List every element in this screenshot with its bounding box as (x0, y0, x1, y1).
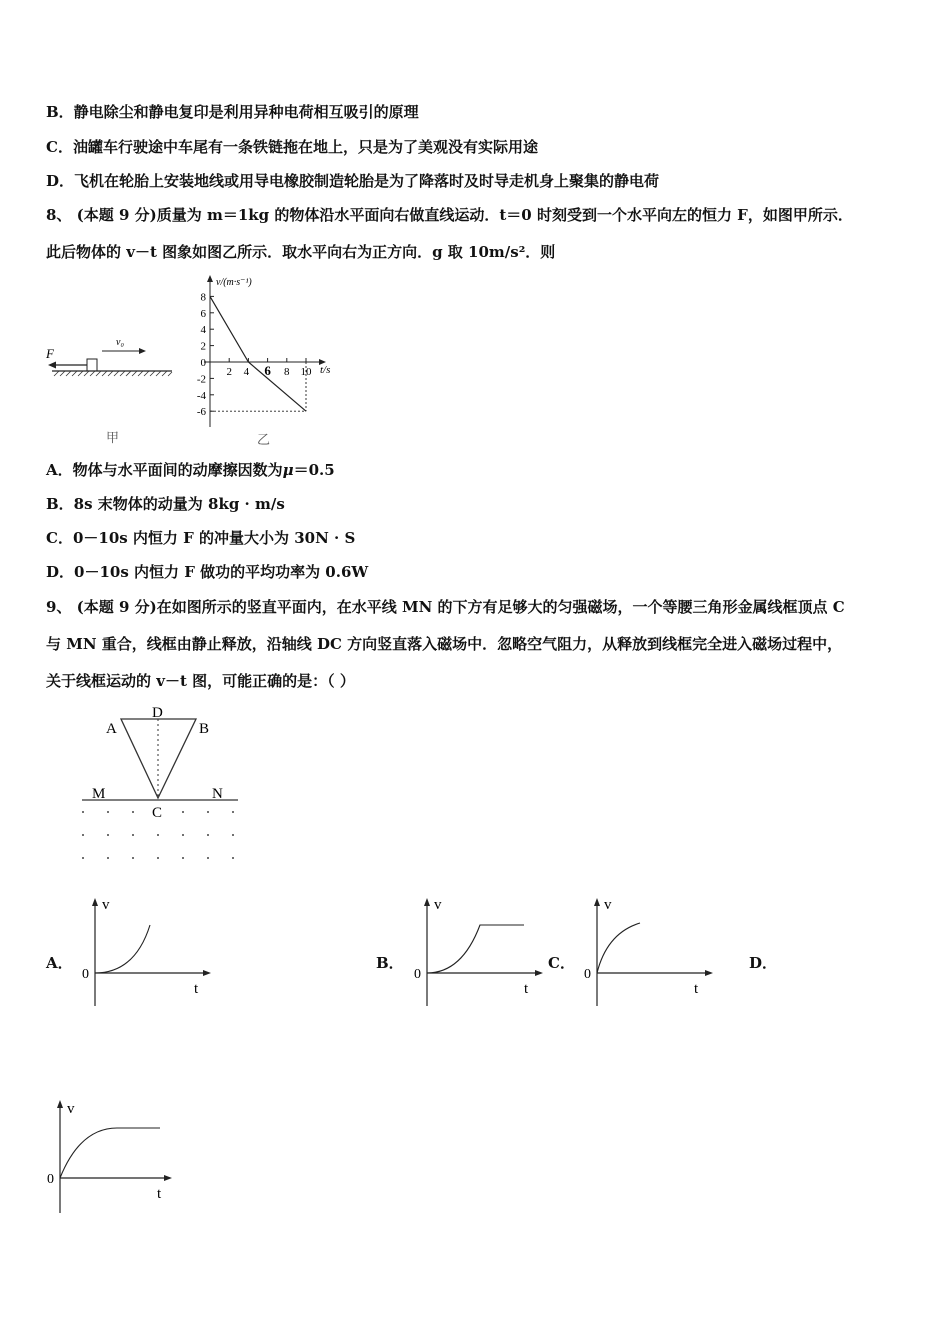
graph-d-origin: 0 (47, 1172, 54, 1187)
q9-option-a-label: A． (46, 954, 73, 972)
chart-y-tick-label: -6 (196, 406, 206, 419)
graph-d-v-label: v (67, 1101, 75, 1117)
chart-y-ticks (197, 291, 214, 418)
chart-y-tick-label: 0 (200, 357, 206, 369)
q9-graph-b (412, 893, 547, 1003)
q9-stem-line1: 9、 (本题 9 分)在如图所示的竖直平面内，在水平线 MN 的下方有足够大的匀强磁场，一个等腰三角形金属线框顶点 C (46, 598, 845, 616)
chart-guide-lines (210, 362, 306, 411)
graph-c-curve (597, 923, 640, 973)
chart-x-tick-label: 8 (284, 366, 290, 378)
q9-graph-c (582, 893, 717, 1003)
graph-d-curve (60, 1128, 160, 1178)
q7-option-c: C．油罐车行驶途中车尾有一条铁链拖在地上，只是为了美观没有实际用途 (46, 138, 538, 156)
q8-stem-line2: 此后物体的 v－t 图象如图乙所示．取水平向右为正方向．g 取 10m/s²．则 (46, 243, 556, 261)
graph-c-origin: 0 (584, 967, 591, 982)
graph-b-origin: 0 (414, 967, 421, 982)
chart-x-tick-label: 10 (300, 366, 312, 378)
graph-a-v-label: v (102, 897, 110, 913)
chart-y-tick-label: 4 (200, 324, 206, 337)
q9-graph-a (80, 893, 215, 1003)
q9-triangle-figure (75, 700, 250, 870)
q7-option-b: B．静电除尘和静电复印是利用异种电荷相互吸引的原理 (46, 103, 419, 121)
label-n: N (212, 786, 223, 802)
chart-y-tick-label: -4 (196, 389, 206, 402)
q9-option-b-label: B． (376, 954, 404, 972)
chart-x-tick-label: 2 (226, 366, 232, 378)
q7-option-d: D．飞机在轮胎上安装地线或用导电橡胶制造轮胎是为了降落时及时导走机身上聚集的静电荷 (46, 172, 660, 190)
figure-caption-yi: 乙 (257, 432, 271, 447)
graph-c-v-label: v (604, 897, 612, 913)
q9-stem-line2: 与 MN 重合，线框由静止释放，沿轴线 DC 方向竖直落入磁场中．忽略空气阻力，从释放到线框完全进入磁场过程中， (46, 635, 843, 653)
q9-stem-line3: 关于线框运动的 v－t 图，可能正确的是：（ ） (46, 672, 355, 690)
chart-y-tick-label: 2 (200, 340, 206, 353)
block (87, 359, 97, 371)
q9-graph-d (45, 1095, 180, 1215)
chart-x-axis-label: t/s (320, 364, 331, 376)
graph-a-curve (95, 925, 150, 973)
velocity-arrowhead (139, 348, 146, 354)
graph-a-t-label: t (194, 981, 199, 997)
chart-y-tick-label: -2 (196, 373, 206, 386)
label-c: C (152, 805, 163, 821)
graph-b-t-label: t (524, 981, 529, 997)
ground-hatching (54, 371, 172, 376)
graph-b-curve (427, 925, 524, 973)
chart-y-tick-label: 6 (200, 307, 206, 320)
force-label: F (46, 346, 54, 361)
q8-stem-line1: 8、 (本题 9 分)质量为 m＝1kg 的物体沿水平面向右做直线运动．t＝0 时刻受到一个水平向左的恒力 F，如图甲所示． (46, 206, 853, 224)
q8-figure-yi (190, 272, 350, 452)
label-b: B (199, 721, 210, 737)
chart-y-tick-label: 8 (200, 291, 206, 304)
q8-option-c: C．0－10s 内恒力 F 的冲量大小为 30N · S (46, 529, 356, 547)
figure-caption-jia: 甲 (106, 430, 120, 445)
label-d: D (152, 705, 163, 721)
q9-option-d-label: D． (749, 954, 778, 972)
chart-x-ticks (226, 358, 312, 378)
chart-y-arrowhead (207, 275, 213, 282)
label-m: M (92, 786, 106, 802)
q8-option-d: D．0－10s 内恒力 F 做功的平均功率为 0.6W (46, 563, 369, 581)
velocity-label: v₀ (116, 337, 124, 348)
q9-option-c-label: C． (548, 954, 575, 972)
chart-x-tick-label: 4 (243, 366, 250, 378)
chart-y-axis-label: v/(m·s⁻¹) (216, 277, 252, 288)
graph-d-t-label: t (157, 1186, 162, 1202)
graph-a-origin: 0 (82, 967, 89, 982)
graph-b-v-label: v (434, 897, 442, 913)
chart-series-line-v (210, 296, 306, 411)
q8-figure-jia (40, 330, 180, 450)
graph-c-t-label: t (694, 981, 699, 997)
q8-option-a: A．物体与水平面间的动摩擦因数为μ＝0.5 (46, 461, 335, 479)
label-a: A (106, 721, 117, 737)
force-arrowhead (48, 362, 56, 369)
q8-option-b: B．8s 末物体的动量为 8kg · m/s (46, 495, 285, 513)
chart-x-tick-label: 6 (264, 363, 271, 378)
